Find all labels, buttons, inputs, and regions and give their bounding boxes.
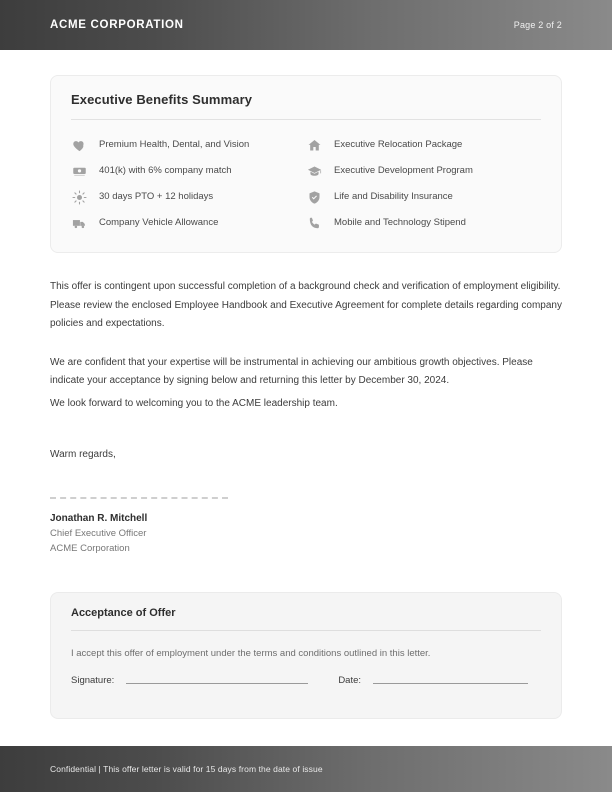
benefit-label: Executive Development Program bbox=[334, 165, 473, 177]
signature-field-label: Signature: bbox=[71, 675, 115, 686]
benefit-item-health bbox=[71, 132, 306, 158]
body-paragraph-3: We look forward to welcoming you to the ACME leadership team. bbox=[50, 397, 338, 409]
footer-notice: Confidential | This offer letter is valid for 15 days from the date of issue bbox=[50, 764, 323, 774]
graduation-cap-icon bbox=[306, 163, 322, 179]
acceptance-box bbox=[50, 592, 562, 719]
benefit-label: Premium Health, Dental, and Vision bbox=[99, 139, 250, 151]
home-icon bbox=[306, 137, 322, 153]
benefits-grid bbox=[71, 132, 541, 236]
benefit-item-vehicle bbox=[71, 210, 306, 236]
signer-company: ACME Corporation bbox=[50, 543, 130, 554]
company-name: ACME CORPORATION bbox=[50, 19, 184, 31]
benefit-item-401k bbox=[71, 158, 306, 184]
benefit-label: Mobile and Technology Stipend bbox=[334, 217, 466, 229]
benefit-label: 401(k) with 6% company match bbox=[99, 165, 232, 177]
signature-block bbox=[50, 449, 562, 554]
page-header bbox=[0, 0, 612, 50]
benefits-card-title: Executive Benefits Summary bbox=[71, 92, 253, 107]
date-input[interactable] bbox=[373, 683, 528, 684]
closing-salutation: Warm regards, bbox=[50, 449, 116, 460]
body-paragraph-1: This offer is contingent upon successful completion of a background check and verification of employment eligibility. Please review the enclosed Employee Handbook and Executive Agreement for complete details regarding company policies and expectations. bbox=[50, 281, 562, 329]
date-field-label: Date: bbox=[338, 675, 362, 686]
acceptance-fields bbox=[71, 675, 541, 686]
page-footer bbox=[0, 746, 612, 792]
benefit-item-stipend bbox=[306, 210, 541, 236]
sun-icon bbox=[71, 189, 87, 205]
acceptance-title: Acceptance of Offer bbox=[71, 607, 176, 619]
benefit-label: Life and Disability Insurance bbox=[334, 191, 453, 203]
benefit-label: Executive Relocation Package bbox=[334, 139, 463, 151]
truck-icon bbox=[71, 215, 87, 231]
signer-role: Chief Executive Officer bbox=[50, 528, 147, 539]
shield-check-icon bbox=[306, 189, 322, 205]
signer-name: Jonathan R. Mitchell bbox=[50, 513, 148, 524]
heart-icon bbox=[71, 137, 87, 153]
benefit-item-development bbox=[306, 158, 541, 184]
letter-body bbox=[50, 278, 562, 413]
banknote-icon bbox=[71, 163, 87, 179]
benefits-card-divider bbox=[71, 119, 541, 120]
page-indicator: Page 2 of 2 bbox=[513, 20, 562, 30]
phone-icon bbox=[306, 215, 322, 231]
signature-input[interactable] bbox=[126, 683, 308, 684]
benefit-label: 30 days PTO + 12 holidays bbox=[99, 191, 214, 203]
benefit-item-relocation bbox=[306, 132, 541, 158]
acceptance-divider bbox=[71, 630, 541, 631]
body-paragraph-2: We are confident that your expertise will be instrumental in achieving our ambitious growth objectives. Please indicate your acceptance by signing below and returning this letter by December 30, 2024. bbox=[50, 356, 533, 386]
benefit-item-pto bbox=[71, 184, 306, 210]
benefits-card bbox=[50, 75, 562, 253]
signature-rule bbox=[50, 497, 228, 499]
benefit-label: Company Vehicle Allowance bbox=[99, 217, 219, 229]
acceptance-statement: I accept this offer of employment under the terms and conditions outlined in this letter. bbox=[71, 648, 431, 659]
benefit-item-insurance bbox=[306, 184, 541, 210]
